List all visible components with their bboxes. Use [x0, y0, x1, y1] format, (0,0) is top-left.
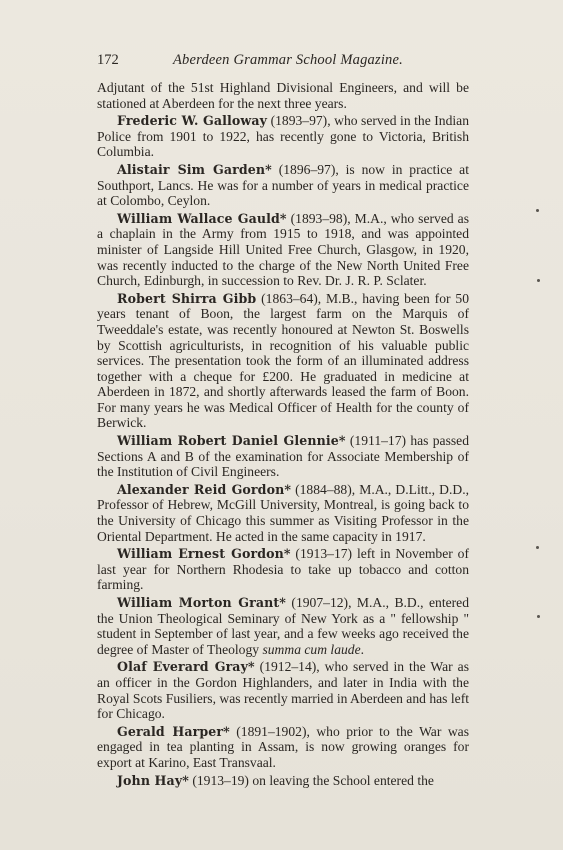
entry-text-end: .	[360, 641, 365, 657]
entry-text: (1912–14), who served in the War as an officer in the Gordon Highlanders, and later in India with the Royal Scots Fusiliers, was recently married in Aberdeen and has left for Chicago.	[97, 659, 469, 722]
entry-harper	[97, 724, 469, 771]
entry-name: Alistair Sim Garden*	[117, 161, 272, 177]
page-speck	[537, 615, 540, 618]
entry-gauld	[97, 211, 469, 289]
entry-gordon-alexander	[97, 482, 469, 544]
entry-name: Gerald Harper*	[117, 723, 230, 739]
entry-text: (1913–19) on leaving the School entered the	[188, 772, 434, 788]
entry-text-italic: summa cum laude	[262, 641, 361, 657]
entry-text: (1893–98), M.A., who served as a chaplain in the Army from 1915 to 1918, and was appointed minister of Langside Hill United Free Church, Glasgow, in 1920, was recently inducted to the charge of the New North United Free Church, Edinburgh, in succession to Rev. Dr. J. R. P. Sclater.	[97, 210, 469, 289]
page-speck	[537, 279, 540, 282]
page-number: 172	[97, 52, 119, 68]
entry-text: (1863–64), M.B., having been for 50 years tenant of Boon, the largest farm on the Marquis of Tweeddale's estate, was recently honoured at Newton St. Boswells by Scottish agriculturists, in recognition of his valuable public services. The presentation took the form of an illuminated address together with a cheque for £200. He graduated in medicine at Aberdeen in 1872, and shortly afterwards leased the farm of Boon. For many years he was Medical Officer of Health for the county of Berwick.	[97, 290, 470, 431]
entry-text: (1884–88), M.A., D.Litt., D.D., Professor of Hebrew, McGill University, Montreal, is going back to the University of Chicago this summer as Visiting Professor in the Oriental Department. He acted in the same capacity in 1917.	[97, 481, 469, 544]
entry-name: William Ernest Gordon*	[117, 546, 291, 562]
entry-text: (1907–12), M.A., B.D., entered the Union Theological Seminary of New York as a " fellowship " student in September of last year, and a few weeks ago received the degree of Master of Theology	[97, 595, 469, 657]
opening-paragraph: Adjutant of the 51st Highland Divisional Engineers, and will be stationed at Aberdeen for the next three years.	[97, 80, 469, 111]
entry-galloway	[97, 113, 469, 160]
entry-hay	[97, 773, 469, 789]
running-title: Aberdeen Grammar School Magazine.	[173, 52, 403, 68]
entry-name: John Hay*	[117, 772, 189, 788]
page-header	[97, 52, 469, 72]
entry-name: Alexander Reid Gordon*	[117, 481, 292, 497]
entry-name: Robert Shirra Gibb	[117, 290, 257, 306]
entry-text: (1893–97), who served in the Indian Police from 1901 to 1922, has recently gone to Victoria, British Columbia.	[97, 113, 470, 160]
entry-name: Olaf Everard Gray*	[117, 659, 255, 675]
entry-gordon-william	[97, 546, 469, 593]
entry-grant	[97, 595, 469, 657]
entry-text: (1891–1902), who prior to the War was engaged in tea planting in Assam, is now growing oranges for export at Karino, East Transvaal.	[97, 723, 469, 770]
entry-text: (1913–17) left in November of last year for Northern Rhodesia to take up tobacco and cotton farming.	[97, 546, 470, 593]
entry-garden	[97, 162, 469, 209]
entry-name: William Wallace Gauld*	[117, 210, 287, 226]
page-speck	[536, 546, 539, 549]
page-speck	[536, 209, 539, 212]
entry-name: William Robert Daniel Glennie*	[117, 433, 346, 449]
entry-text: (1911–17) has passed Sections A and B of the examination for Associate Membership of the Institution of Civil Engineers.	[97, 433, 469, 480]
entry-name: William Morton Grant*	[117, 595, 286, 610]
entry-gibb	[97, 291, 469, 431]
entry-gray	[97, 659, 469, 721]
article-body	[97, 80, 469, 790]
entry-text: (1896–97), is now in practice at Southport, Lancs. He was for a number of years in medical practice at Colombo, Ceylon.	[97, 161, 469, 209]
entry-glennie	[97, 433, 469, 480]
entry-name: Frederic W. Galloway	[117, 113, 268, 129]
